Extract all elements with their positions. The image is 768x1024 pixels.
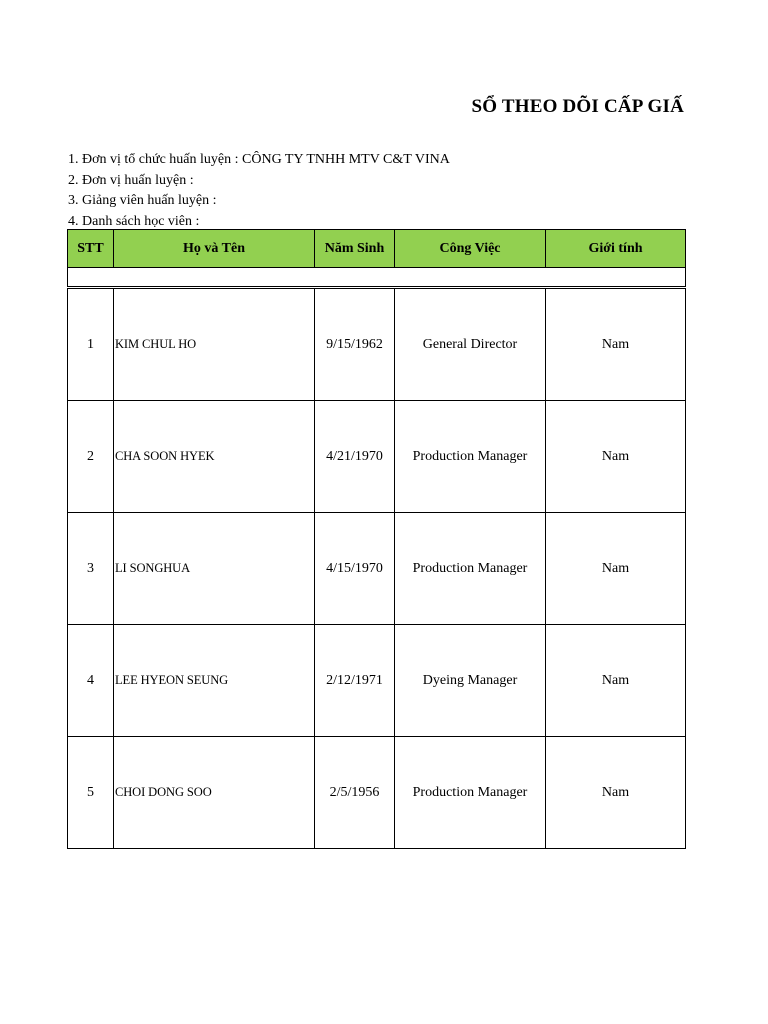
cell-gender: Nam [546, 401, 686, 513]
header-birth-year: Năm Sinh [315, 230, 395, 268]
header-job: Công Việc [395, 230, 546, 268]
info-section [68, 150, 450, 232]
cell-job: Production Manager [395, 401, 546, 513]
cell-birth: 4/15/1970 [315, 513, 395, 625]
cell-stt: 1 [68, 289, 114, 401]
cell-stt: 3 [68, 513, 114, 625]
cell-job: Production Manager [395, 513, 546, 625]
cell-job: Dyeing Manager [395, 625, 546, 737]
trainee-table [67, 229, 686, 849]
cell-job: Production Manager [395, 737, 546, 849]
cell-birth: 4/21/1970 [315, 401, 395, 513]
cell-name: LEE HYEON SEUNG [114, 625, 315, 737]
info-line-instructor: 3. Giảng viên huấn luyện : [68, 193, 217, 208]
cell-gender: Nam [546, 625, 686, 737]
info-line-training-unit: 2. Đơn vị huấn luyện : [68, 172, 194, 188]
info-line-trainee-list: 4. Danh sách học viên : [68, 213, 200, 229]
cell-birth: 9/15/1962 [315, 289, 395, 401]
cell-name: CHOI DONG SOO [114, 737, 315, 849]
header-stt: STT [68, 230, 114, 268]
cell-birth: 2/5/1956 [315, 737, 395, 849]
table-spacer-row [68, 268, 686, 287]
header-gender: Giới tính [546, 230, 686, 268]
header-name: Họ và Tên [114, 230, 315, 268]
cell-name: LI SONGHUA [114, 513, 315, 625]
cell-stt: 4 [68, 625, 114, 737]
table-row [68, 401, 686, 513]
cell-name: CHA SOON HYEK [114, 401, 315, 513]
info-line-organizer: 1. Đơn vị tổ chức huấn luyện : CÔNG TY TNHH MTV C&T VINA [68, 152, 450, 167]
spacer-cell [68, 268, 686, 287]
cell-stt: 5 [68, 737, 114, 849]
table-row [68, 289, 686, 401]
table-row [68, 625, 686, 737]
cell-gender: Nam [546, 289, 686, 401]
cell-gender: Nam [546, 513, 686, 625]
cell-birth: 2/12/1971 [315, 625, 395, 737]
cell-gender: Nam [546, 737, 686, 849]
table-row [68, 513, 686, 625]
table-header-row [68, 230, 686, 268]
cell-job: General Director [395, 289, 546, 401]
page-title: SỔ THEO DÕI CẤP GIẤ [471, 96, 684, 117]
table-row [68, 737, 686, 849]
cell-name: KIM CHUL HO [114, 289, 315, 401]
cell-stt: 2 [68, 401, 114, 513]
